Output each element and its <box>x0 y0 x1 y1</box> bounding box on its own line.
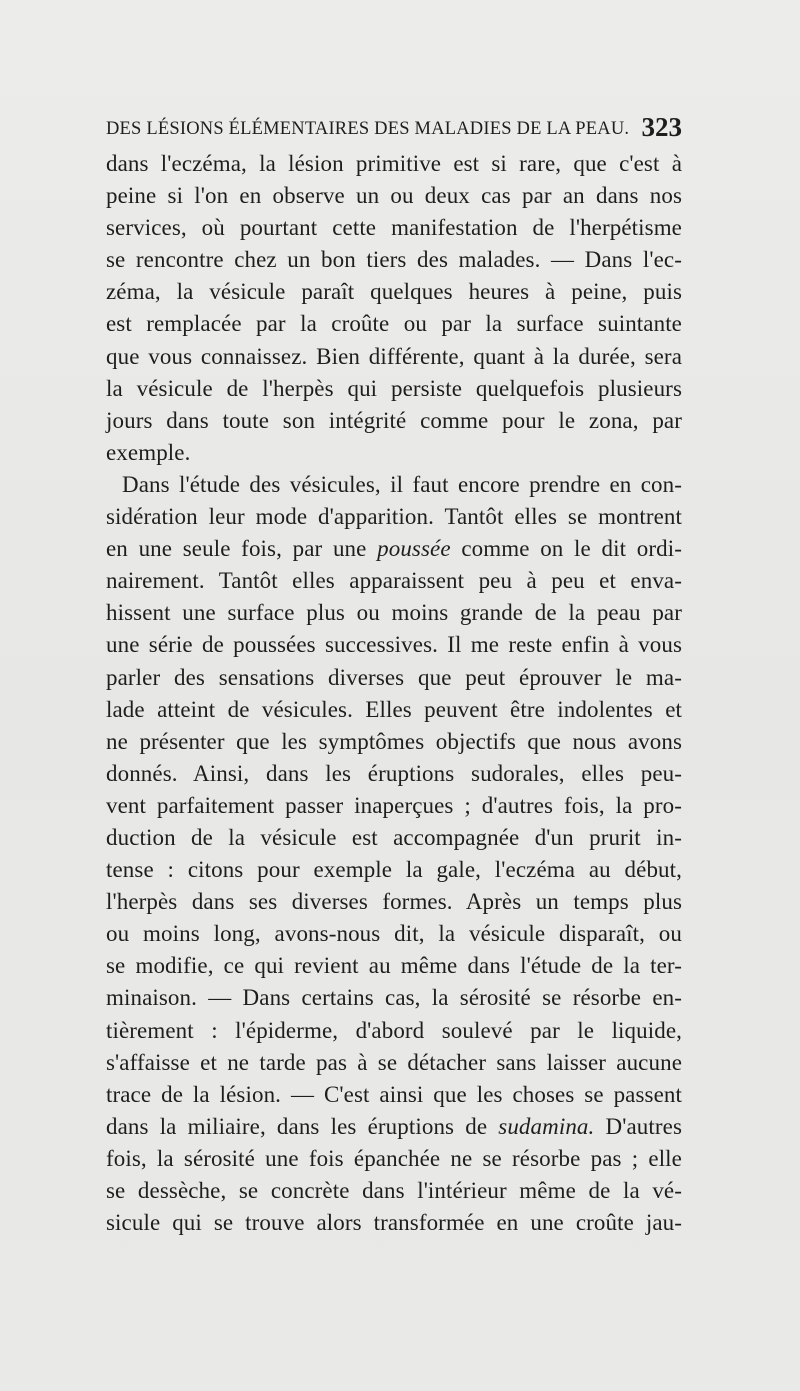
text-line-3: services, où pourtant cette manifestation de l'herpétisme <box>106 215 682 241</box>
text-line-25: ou moins long, avons-nous dit, la vésicule disparaît, ou <box>106 921 682 947</box>
text-line-13 <box>106 533 682 565</box>
text-line-17: parler des sensations diverses que peut éprouver le ma- <box>106 664 682 690</box>
text-line-19: ne présenter que les symptômes objectifs que nous avons <box>106 728 682 754</box>
text-line-2: peine si l'on en observe un ou deux cas par an dans nos <box>106 183 682 209</box>
text-line-7: que vous connaissez. Bien différente, quant à la durée, sera <box>106 343 682 369</box>
italic-term-poussee: poussée <box>377 536 451 562</box>
text-line-23: tense : citons pour exemple la gale, l'eczéma au début, <box>106 857 682 883</box>
text-line-10: exemple. <box>106 439 191 465</box>
text-line-32: fois, la sérosité une fois épanchée ne se résorbe pas ; elle <box>106 1145 682 1171</box>
text-line-26: se modifie, ce qui revient au même dans l'étude de la ter- <box>106 953 682 979</box>
text-line-6: est remplacée par la croûte ou par la surface suintante <box>106 311 682 337</box>
text-line-9: jours dans toute son intégrité comme pour le zona, par <box>106 407 682 433</box>
text-line-22: duction de la vésicule est accompagnée d'un prurit in- <box>106 824 682 850</box>
text-line-13-before: en une seule fois, par une <box>106 536 378 562</box>
body-text <box>106 148 682 1239</box>
text-line-11: Dans l'étude des vésicules, il faut encore prendre en con- <box>122 471 682 497</box>
text-line-5: zéma, la vésicule paraît quelques heures à peine, puis <box>106 279 682 305</box>
text-line-31 <box>106 1111 682 1143</box>
text-line-14: nairement. Tantôt elles apparaissent peu à peu et enva- <box>106 568 682 594</box>
text-line-31-after: D'autres <box>594 1113 682 1139</box>
text-line-13-after: comme on le dit ordi- <box>450 536 682 562</box>
text-line-24: l'herpès dans ses diverses formes. Après un temps plus <box>106 889 682 915</box>
text-line-21: vent parfaitement passer inaperçues ; d'autres fois, la pro- <box>106 792 682 818</box>
text-line-15: hissent une surface plus ou moins grande de la peau par <box>106 600 682 626</box>
text-line-33: se dessèche, se concrète dans l'intérieur même de la vé- <box>106 1178 682 1203</box>
page-number: 323 <box>641 112 682 142</box>
running-head-title: DES LÉSIONS ÉLÉMENTAIRES DES MALADIES DE LA PEAU. <box>106 119 630 139</box>
text-line-18: lade atteint de vésicules. Elles peuvent être indolentes et <box>106 696 682 722</box>
text-line-1: dans l'eczéma, la lésion primitive est si rare, que c'est à <box>106 151 682 176</box>
text-line-30: trace de la lésion. — C'est ainsi que les choses se passent <box>106 1081 682 1107</box>
text-line-12: sidération leur mode d'apparition. Tantôt elles se montrent <box>106 504 682 530</box>
text-line-16: une série de poussées successives. Il me reste enfin à vous <box>106 632 682 658</box>
text-line-20: donnés. Ainsi, dans les éruptions sudorales, elles peu- <box>106 760 682 786</box>
italic-term-sudamina: sudamina. <box>498 1113 595 1139</box>
text-line-8: la vésicule de l'herpès qui persiste quelquefois plusieurs <box>106 375 682 401</box>
text-line-28: tièrement : l'épiderme, d'abord soulevé par le liquide, <box>106 1017 682 1043</box>
text-line-29: s'affaisse et ne tarde pas à se détacher sans laisser aucune <box>106 1049 682 1075</box>
text-line-27: minaison. — Dans certains cas, la sérosité se résorbe en- <box>106 985 682 1011</box>
text-line-34: sicule qui se trouve alors transformée en une croûte jau- <box>106 1210 682 1236</box>
text-line-31-before: dans la miliaire, dans les éruptions de <box>106 1113 499 1139</box>
text-line-4: se rencontre chez un bon tiers des malades. — Dans l'ec- <box>106 247 682 273</box>
running-head <box>106 112 682 148</box>
